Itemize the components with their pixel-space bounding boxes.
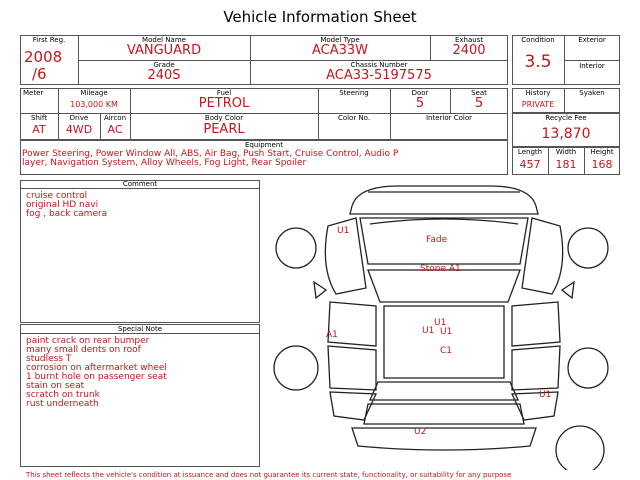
roof: [384, 306, 504, 378]
mileage-label: Mileage: [80, 89, 108, 97]
interior-label: Interior: [579, 62, 605, 70]
mark-fade: Fade: [426, 235, 448, 245]
equipment-line-2: layer, Navigation System, Alloy Wheels, Fog Light, Rear Spoiler: [22, 158, 307, 168]
fuel-value: PETROL: [198, 96, 250, 111]
first-reg-label: First Reg.: [32, 36, 66, 44]
seat-value: 5: [474, 96, 484, 111]
history-label: History: [525, 89, 551, 97]
mark-u1-rear-right: U1: [539, 390, 552, 400]
door-cell: [390, 88, 450, 113]
color-no-label: Color No.: [337, 114, 371, 122]
mileage-cell: [58, 88, 130, 113]
grade-value: 240S: [147, 68, 181, 83]
body-color-label: Body Color: [204, 114, 244, 122]
mark-u1-roof-1: U1: [434, 318, 447, 328]
mark-u1-front-left: U1: [337, 226, 350, 236]
steering-cell: [318, 88, 390, 113]
shift-value: AT: [32, 123, 46, 136]
grade-cell: [78, 60, 250, 85]
mileage-value: 103,000 KM: [70, 100, 118, 109]
recycle-cell: [512, 113, 620, 147]
tailgate: [364, 404, 524, 424]
height-cell: [584, 147, 620, 175]
shift-label: Shift: [31, 114, 47, 122]
fuel-cell: [130, 88, 318, 113]
width-label: Width: [555, 148, 577, 156]
interior-color-cell: [390, 113, 508, 140]
model-name-label: Model Name: [142, 36, 186, 44]
history-cell: [512, 88, 564, 113]
first-reg-month: /6: [32, 65, 47, 83]
body-color-cell: [130, 113, 318, 140]
right-rear-door: [512, 346, 560, 390]
model-name-cell: [78, 35, 250, 60]
exhaust-label: Exhaust: [454, 36, 484, 44]
color-no-cell: [318, 113, 390, 140]
grade-label: Grade: [153, 61, 175, 69]
aircon-label: Aircon: [103, 114, 127, 122]
recycle-value: 13,870: [541, 126, 591, 142]
seat-label: Seat: [471, 89, 487, 97]
exhaust-cell: [430, 35, 508, 60]
front-left-wheel: [276, 228, 316, 268]
recycle-label: Recycle Fee: [545, 114, 587, 122]
width-value: 181: [555, 158, 577, 171]
length-value: 457: [519, 158, 541, 171]
condition-value: 3.5: [524, 52, 552, 72]
equipment-label: Equipment: [245, 141, 283, 149]
length-label: Length: [517, 148, 543, 156]
mark-u2: U2: [414, 427, 427, 437]
equipment-line-1: Power Steering, Power Window All, ABS, Air Bag, Push Start, Cruise Control, Audio P: [22, 149, 399, 159]
shift-cell: [20, 113, 58, 140]
chassis-cell: [250, 60, 508, 85]
drive-cell: [58, 113, 100, 140]
door-label: Door: [411, 89, 429, 97]
left-rear-door: [328, 346, 376, 390]
comment-text: cruise control original HD navi fog , back camera: [26, 191, 108, 219]
body-color-value: PEARL: [203, 122, 245, 137]
special-note-text: paint crack on rear bumper many small dents on roof studless T corrosion on aftermarket wheel 1 burnt hole on passenger seat stain on seat scratch on trunk rust underneath: [26, 336, 167, 409]
chassis-label: Chassis Number: [350, 61, 408, 69]
drive-value: 4WD: [65, 123, 93, 136]
rear-left-fender: [330, 392, 376, 420]
sheet-title: Vehicle Information Sheet: [223, 8, 417, 26]
model-type-label: Model Type: [320, 36, 360, 44]
drive-label: Drive: [69, 114, 89, 122]
chassis-value: ACA33-5197575: [326, 68, 432, 83]
mark-u1-roof-3: U1: [440, 327, 453, 337]
mark-u1-roof-2: U1: [422, 326, 435, 336]
height-value: 168: [591, 158, 613, 171]
seat-cell: [450, 88, 508, 113]
exterior-cell: [564, 35, 620, 60]
door-value: 5: [415, 96, 425, 111]
model-name-value: VANGUARD: [126, 43, 202, 58]
rear-bumper: [352, 428, 536, 450]
aircon-cell: [100, 113, 130, 140]
model-type-cell: [250, 35, 430, 60]
right-front-door: [512, 302, 560, 346]
front-right-fender: [522, 218, 563, 294]
first-reg-year: 2008: [24, 48, 63, 66]
special-note-label: Special Note: [117, 325, 163, 333]
mark-c1: C1: [440, 346, 453, 356]
fuel-label: Fuel: [216, 89, 232, 97]
meter-cell: [20, 88, 58, 113]
height-label: Height: [590, 148, 614, 156]
syaken-cell: [564, 88, 620, 113]
rear-window: [370, 382, 518, 400]
interior-color-label: Interior Color: [425, 114, 473, 122]
condition-label: Condition: [521, 36, 555, 44]
comment-label: Comment: [122, 180, 158, 188]
rear-left-wheel: [274, 346, 318, 390]
aircon-value: AC: [107, 123, 123, 136]
first-reg-cell: [20, 35, 78, 85]
meter-label: Meter: [23, 89, 44, 97]
mark-stone-a1: Stone A1: [420, 264, 461, 274]
front-bumper: [350, 186, 538, 214]
length-cell: [512, 147, 548, 175]
windshield: [368, 270, 520, 302]
disclaimer-footer: This sheet reflects the vehicle's condition at issuance and does not guarantee its current state, functionality, or suitability for any purpose: [26, 471, 512, 479]
interior-cell: [564, 60, 620, 85]
rear-right-wheel: [568, 348, 608, 388]
model-type-value: ACA33W: [311, 43, 369, 58]
front-right-wheel: [568, 228, 608, 268]
exhaust-value: 2400: [452, 43, 486, 58]
history-value: PRIVATE: [521, 100, 555, 109]
syaken-label: Syaken: [579, 89, 605, 97]
width-cell: [548, 147, 584, 175]
condition-cell: [512, 35, 564, 85]
spare-wheel: [556, 426, 604, 470]
exterior-label: Exterior: [578, 36, 606, 44]
mark-a1-left: A1: [326, 330, 338, 340]
steering-label: Steering: [339, 89, 369, 97]
